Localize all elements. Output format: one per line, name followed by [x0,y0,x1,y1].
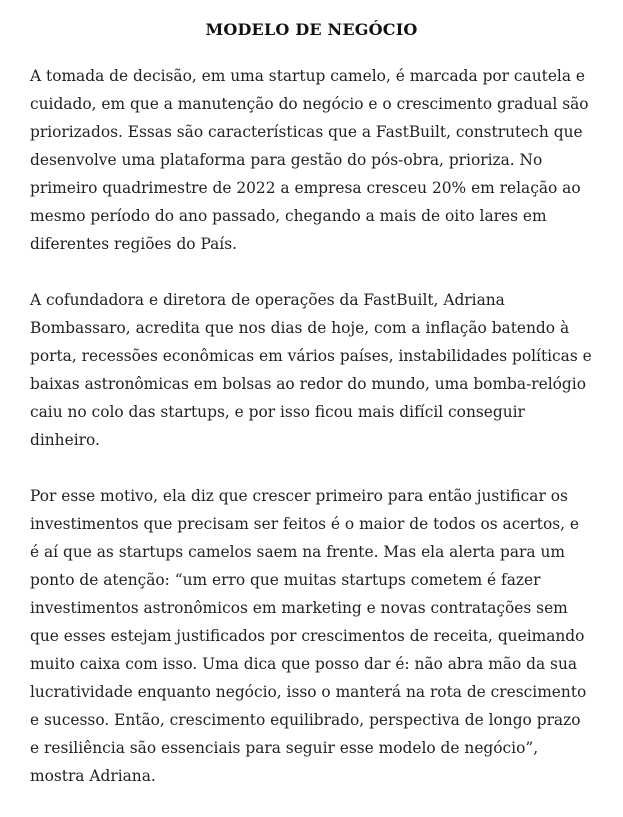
paragraph-1: A tomada de decisão, em uma startup camelo, é marcada por cautela e cuidado, em que a manutenção do negócio e o crescimento gradual são priorizados. Essas são características que a FastBuilt, construtech que desenvolve uma plataforma para gestão do pós-obra, prioriza. No primeiro quadrimestre de 2022 a empresa cresceu 20% em relação ao mesmo período do ano passado, chegando a mais de oito lares em diferentes regiões do País. [30,67,589,253]
paragraph-2: A cofundadora e diretora de operações da FastBuilt, Adriana Bombassaro, acredita que nos dias de hoje, com a inflação batendo à porta, recessões econômicas em vários países, instabilidades políticas e baixas astronômicas em bolsas ao redor do mundo, uma bomba-relógio caiu no colo das startups, e por isso ficou mais difícil conseguir dinheiro. [30,291,592,449]
section-title: MODELO DE NEGÓCIO [205,20,418,39]
paragraph-3: Por esse motivo, ela diz que crescer primeiro para então justificar os investimentos que precisam ser feitos é o maior de todos os acertos, e é aí que as startups camelos saem na frente. Mas ela alerta para um ponto de atenção: “um erro que muitas startups cometem é fazer investimentos astronômicos em marketing e novas contratações sem que esses estejam justificados por crescimentos de receita, queimando muito caixa com isso. Uma dica que posso dar é: não abra mão da sua lucratividade enquanto negócio, isso o manterá na rota de crescimento e sucesso. Então, crescimento equilibrado, perspectiva de longo prazo e resiliência são essenciais para seguir esse modelo de negócio”, mostra Adriana. [30,487,587,785]
